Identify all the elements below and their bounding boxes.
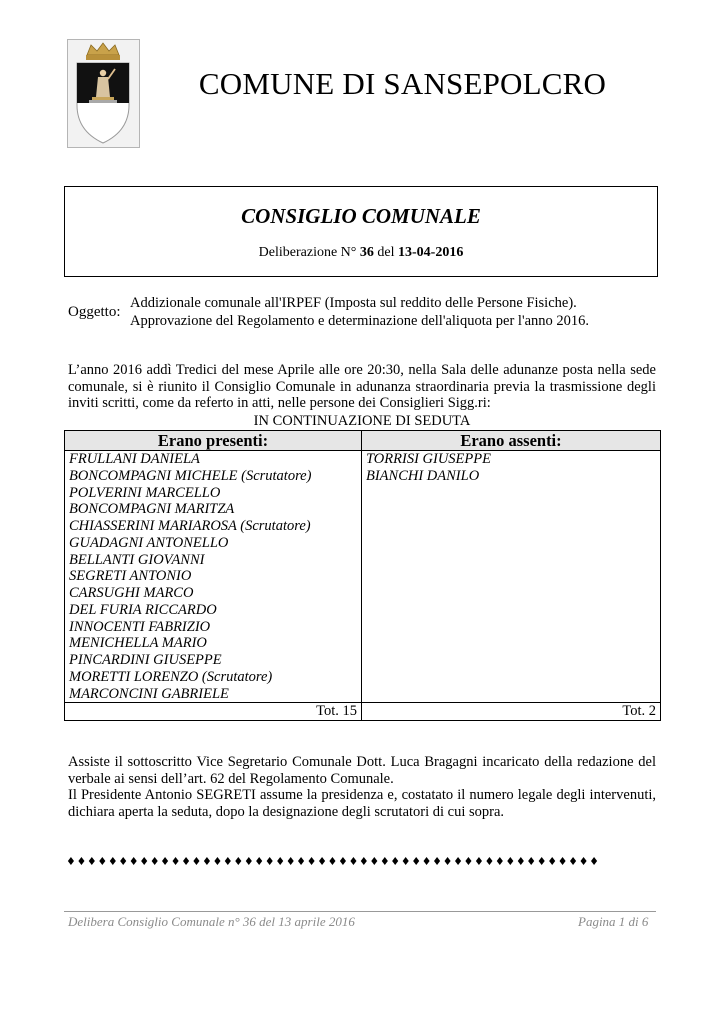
list-item: DEL FURIA RICCARDO: [69, 601, 217, 618]
list-item: BELLANTI GIOVANNI: [69, 551, 205, 568]
subject-text: [130, 294, 630, 330]
list-item: BIANCHI DANILO: [366, 467, 480, 484]
coat-of-arms-icon: [67, 39, 140, 148]
present-header: Erano presenti:: [65, 431, 362, 451]
list-item: POLVERINI MARCELLO: [69, 484, 221, 501]
present-list: [69, 451, 357, 702]
footer-reference: Delibera Consiglio Comunale n° 36 del 13 aprile 2016: [68, 914, 355, 929]
list-item: MORETTI LORENZO (Scrutatore): [69, 668, 273, 685]
diamond-separator: ♦♦♦♦♦♦♦♦♦♦♦♦♦♦♦♦♦♦♦♦♦♦♦♦♦♦♦♦♦♦♦♦♦♦♦♦♦♦♦♦♦♦♦♦♦♦♦♦♦♦♦: [66, 855, 600, 868]
attendance-header-row: [65, 431, 661, 451]
council-header-box: [64, 186, 658, 277]
list-item: CHIASSERINI MARIAROSA (Scrutatore): [69, 518, 311, 534]
attendance-table: [64, 430, 661, 721]
closing-text: [68, 754, 656, 820]
closing-paragraph-1: Assiste il sottoscritto Vice Segretario Comunale Dott. Luca Bragagni incaricato della redazione del verbale ai sensi dell’art. 62 del Regolamento Comunale.: [68, 754, 656, 787]
subject-line-1: Addizionale comunale all'IRPEF (Imposta sul reddito delle Persone Fisiche).: [130, 295, 577, 311]
absent-list: [366, 451, 656, 485]
list-item: FRULLANI DANIELA: [69, 451, 200, 467]
closing-paragraph-2: Il Presidente Antonio SEGRETI assume la presidenza e, costatato il numero legale degli intervenuti, dichiara aperta la seduta, dopo la designazione degli scrutatori di cui sopra.: [68, 787, 656, 820]
list-item: GUADAGNI ANTONELLO: [69, 534, 229, 551]
present-cell: [65, 451, 362, 703]
footer-divider: [64, 911, 656, 912]
page-number: Pagina 1 di 6: [578, 914, 649, 929]
list-item: MARCONCINI GABRIELE: [69, 685, 229, 702]
absent-header: Erano assenti:: [362, 431, 661, 451]
council-title: CONSIGLIO COMUNALE: [241, 204, 481, 228]
town-title: COMUNE DI SANSEPOLCRO: [198, 66, 607, 101]
absent-total: Tot. 2: [362, 703, 661, 721]
list-item: SEGRETI ANTONIO: [69, 568, 192, 585]
date-prefix: del: [377, 245, 395, 260]
deliberation-date: 13-04-2016: [398, 245, 464, 260]
intro-paragraph: L’anno 2016 addì Tredici del mese Aprile alle ore 20:30, nella Sala delle adunanze posta nella sede comunale, si è riunito il Consiglio Comunale in adunanza straordinaria previa la trasmissione degli inviti scritti, come da referto in atti, nelle persone dei Consiglieri Sigg.ri:: [68, 362, 656, 411]
present-total: Tot. 15: [65, 703, 362, 721]
deliberation-line: [65, 245, 657, 261]
deliberation-prefix: Deliberazione N°: [258, 245, 357, 260]
list-item: BONCOMPAGNI MICHELE (Scrutatore): [69, 467, 312, 484]
list-item: INNOCENTI FABRIZIO: [69, 618, 211, 635]
list-item: CARSUGHI MARCO: [69, 585, 194, 601]
attendance-total-row: [65, 703, 661, 721]
subject-label: Oggetto:: [68, 304, 121, 320]
list-item: TORRISI GIUSEPPE: [366, 451, 491, 467]
subject-line-2: Approvazione del Regolamento e determinazione dell'aliquota per l'anno 2016.: [130, 313, 590, 329]
list-item: PINCARDINI GIUSEPPE: [69, 652, 222, 668]
list-item: BONCOMPAGNI MARITZA: [69, 501, 235, 518]
absent-cell: [362, 451, 661, 703]
continuation-label: IN CONTINUAZIONE DI SEDUTA: [253, 413, 471, 429]
list-item: MENICHELLA MARIO: [69, 635, 207, 652]
deliberation-number: 36: [359, 245, 374, 260]
attendance-names-row: [65, 451, 661, 703]
